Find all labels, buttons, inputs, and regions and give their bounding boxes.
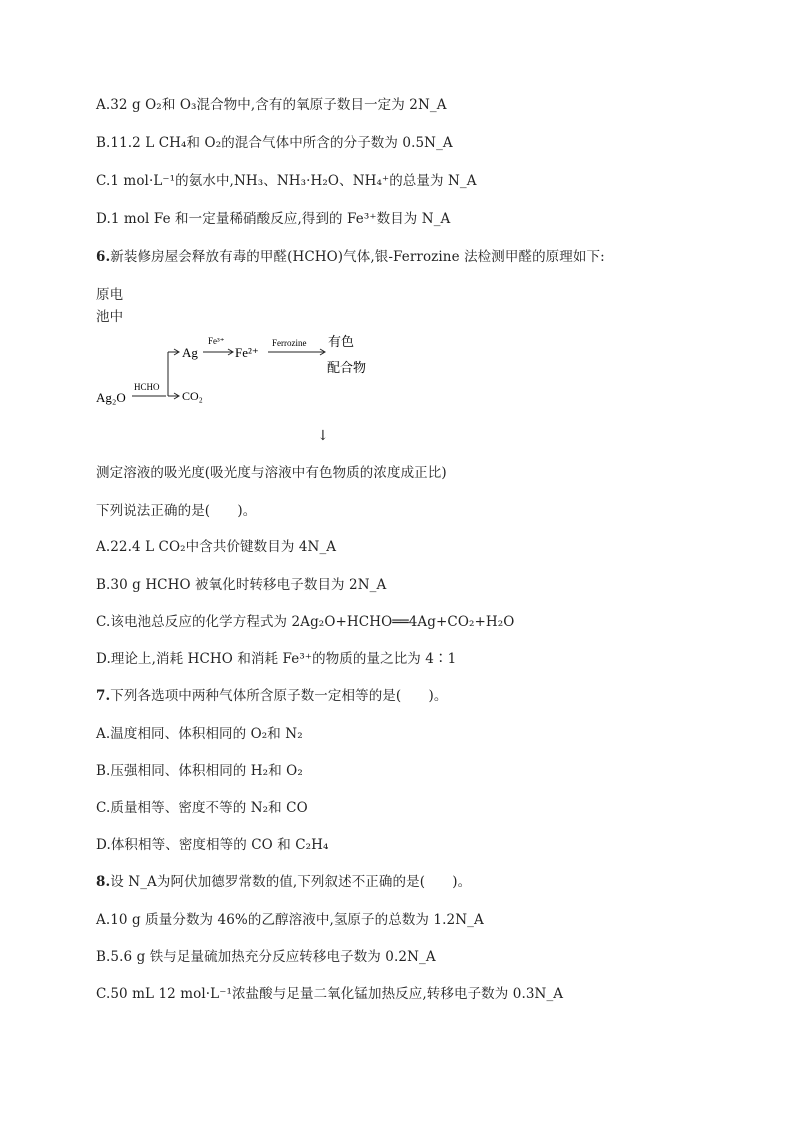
q6-option-c: C.该电池总反应的化学方程式为 2Ag₂O+HCHO══4Ag+CO₂+H₂O xyxy=(96,614,515,630)
co2-label: CO₂ xyxy=(182,389,203,403)
q8-stem xyxy=(96,873,471,891)
ferrozine-label: Ferrozine xyxy=(272,338,307,348)
q5-option-b: B.11.2 L CH₄和 O₂的混合气体中所含的分子数为 0.5N_A xyxy=(96,135,453,151)
reaction-diagram xyxy=(94,330,394,420)
product-label-2: 配合物 xyxy=(327,360,367,375)
q8-option-c: C.50 mL 12 mol·L⁻¹浓盐酸与足量二氧化锰加热反应,转移电子数为 0.3N_A xyxy=(96,986,564,1002)
q7-option-b: B.压强相同、体积相同的 H₂和 O₂ xyxy=(96,763,303,779)
q6-label-line1: 原电 xyxy=(96,287,124,303)
q6-option-a: A.22.4 L CO₂中含共价键数目为 4N_A xyxy=(96,539,337,555)
ag-label: Ag xyxy=(182,345,198,360)
q8-option-a: A.10 g 质量分数为 46%的乙醇溶液中,氢原子的总数为 1.2N_A xyxy=(96,912,484,928)
q6-question: 下列说法正确的是( )。 xyxy=(96,503,257,519)
fe2-label: Fe²⁺ xyxy=(235,345,259,360)
hcho-label: HCHO xyxy=(134,382,160,392)
q8-number: 8. xyxy=(96,874,111,890)
q5-option-a: A.32 g O₂和 O₃混合物中,含有的氧原子数目一定为 2N_A xyxy=(96,97,447,113)
q7-stem-text: 下列各选项中两种气体所含原子数一定相等的是( )。 xyxy=(110,688,448,704)
q6-number: 6. xyxy=(96,249,111,265)
q5-option-d: D.1 mol Fe 和一定量稀硝酸反应,得到的 Fe³⁺数目为 N_A xyxy=(96,211,451,227)
q6-option-b: B.30 g HCHO 被氧化时转移电子数目为 2N_A xyxy=(96,577,387,593)
q7-option-c: C.质量相等、密度不等的 N₂和 CO xyxy=(96,800,308,816)
q7-option-a: A.温度相同、体积相同的 O₂和 N₂ xyxy=(96,726,303,742)
q6-label-line2: 池中 xyxy=(96,309,124,325)
q5-option-c: C.1 mol·L⁻¹的氨水中,NH₃、NH₃·H₂O、NH₄⁺的总量为 N_A xyxy=(96,173,477,189)
ag2o-label: Ag₂O xyxy=(96,390,126,405)
q6-stem xyxy=(96,248,605,266)
q7-option-d: D.体积相等、密度相等的 CO 和 C₂H₄ xyxy=(96,837,329,853)
product-label-1: 有色 xyxy=(328,334,355,349)
q6-measure: 测定溶液的吸光度(吸光度与溶液中有色物质的浓度成正比) xyxy=(96,465,447,481)
q8-option-b: B.5.6 g 铁与足量硫加热充分反应转移电子数为 0.2N_A xyxy=(96,949,436,965)
fe3-label: Fe³⁺ xyxy=(208,336,225,346)
down-arrow: ↓ xyxy=(317,428,329,444)
q6-stem-text: 新装修房屋会释放有毒的甲醛(HCHO)气体,银-Ferrozine 法检测甲醛的原理如下: xyxy=(110,249,605,265)
q7-stem xyxy=(96,687,447,705)
q7-number: 7. xyxy=(96,688,111,704)
q8-stem-text: 设 N_A为阿伏加德罗常数的值,下列叙述不正确的是( )。 xyxy=(110,874,472,890)
q6-option-d: D.理论上,消耗 HCHO 和消耗 Fe³⁺的物质的量之比为 4∶1 xyxy=(96,651,457,667)
